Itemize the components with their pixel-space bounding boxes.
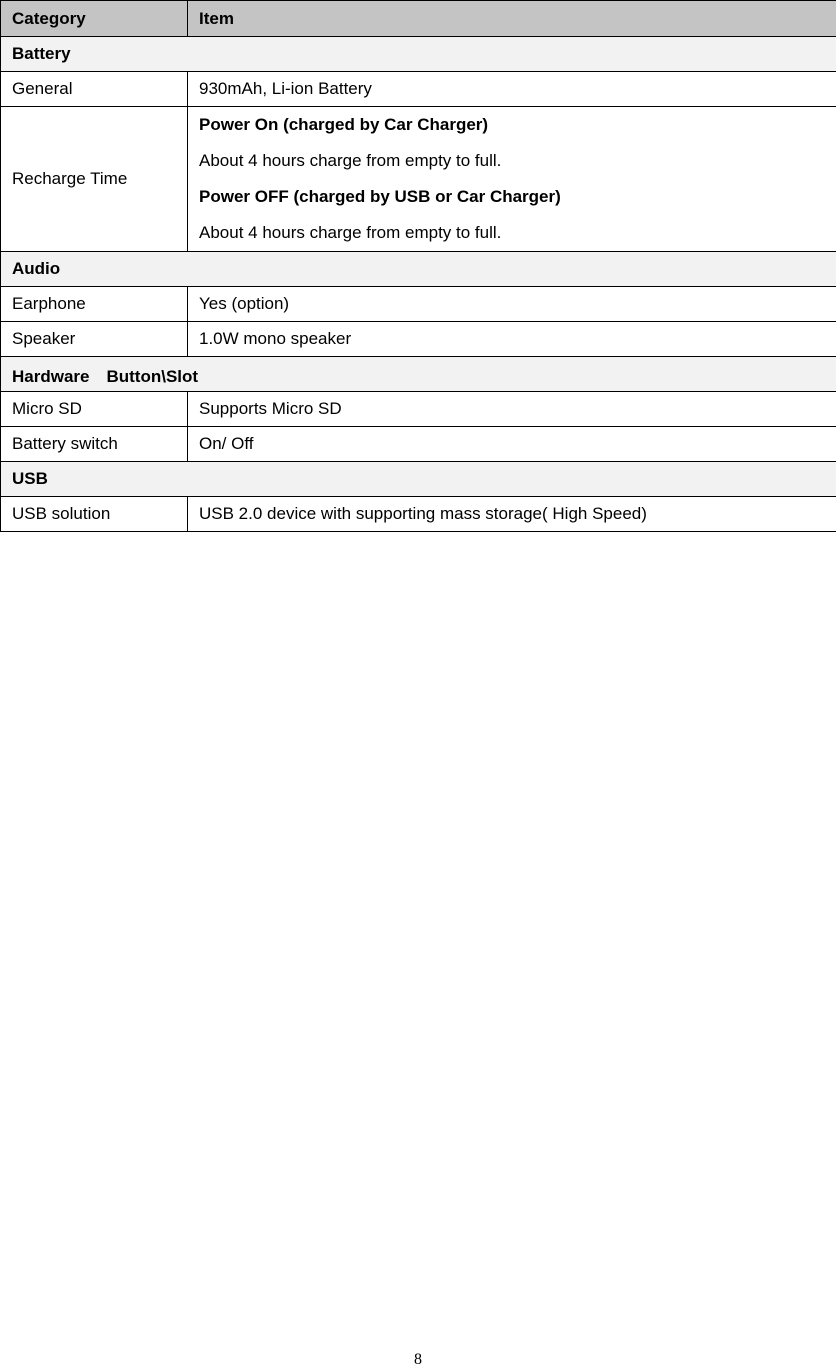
section-title: Battery	[1, 37, 836, 72]
table-header-row	[1, 1, 836, 37]
spec-table	[0, 0, 836, 532]
row-value: 930mAh, Li-ion Battery	[188, 72, 836, 107]
section-audio	[1, 252, 836, 287]
section-hardware	[1, 357, 836, 392]
table-row	[1, 287, 836, 322]
page-number: 8	[414, 1351, 422, 1368]
header-category: Category	[1, 1, 188, 37]
table-row	[1, 322, 836, 357]
row-value: On/ Off	[188, 427, 836, 462]
row-label: Micro SD	[1, 392, 188, 427]
header-item: Item	[188, 1, 836, 37]
recharge-line: About 4 hours charge from empty to full.	[199, 151, 502, 170]
section-usb	[1, 462, 836, 497]
table-row	[1, 427, 836, 462]
row-label: Recharge Time	[1, 107, 188, 252]
row-value: Supports Micro SD	[188, 392, 836, 427]
section-battery	[1, 37, 836, 72]
section-title: USB	[1, 462, 836, 497]
row-value: 1.0W mono speaker	[188, 322, 836, 357]
table-row	[1, 392, 836, 427]
recharge-line: Power OFF (charged by USB or Car Charger)	[199, 187, 561, 206]
row-value: USB 2.0 device with supporting mass storage( High Speed)	[188, 497, 836, 532]
table-row	[1, 72, 836, 107]
section-title: Hardware Button\Slot	[1, 357, 836, 392]
row-label: General	[1, 72, 188, 107]
recharge-line: Power On (charged by Car Charger)	[199, 115, 489, 134]
row-label: Battery switch	[1, 427, 188, 462]
row-label: Earphone	[1, 287, 188, 322]
section-title: Audio	[1, 252, 836, 287]
row-label: Speaker	[1, 322, 188, 357]
table-row	[1, 107, 836, 252]
row-label: USB solution	[1, 497, 188, 532]
recharge-line: About 4 hours charge from empty to full.	[199, 223, 502, 242]
row-value: Yes (option)	[188, 287, 836, 322]
table-row	[1, 497, 836, 532]
recharge-details	[188, 107, 836, 252]
